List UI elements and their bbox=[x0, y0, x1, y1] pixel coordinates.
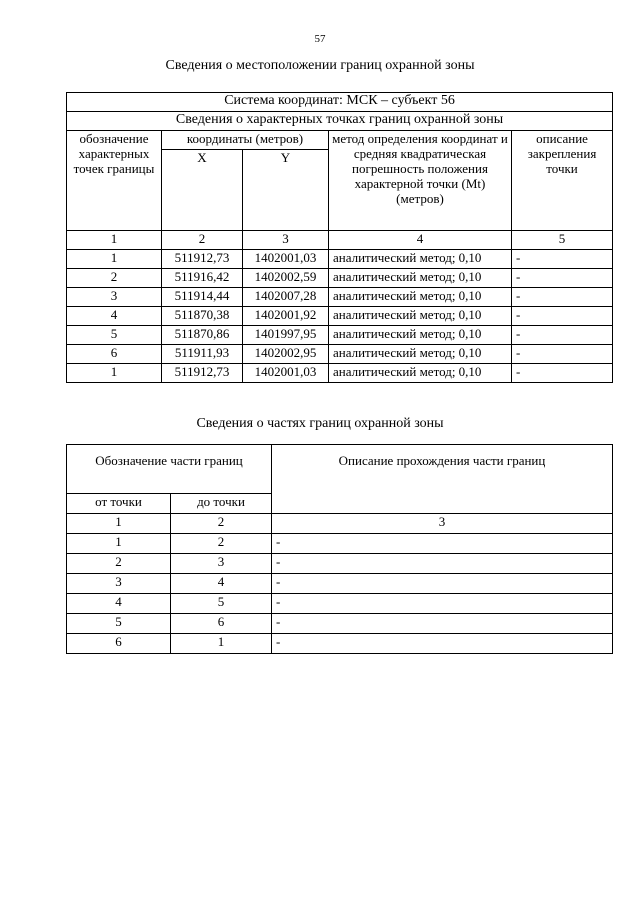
points-table bbox=[66, 92, 613, 383]
table-row bbox=[67, 574, 613, 594]
table-row bbox=[67, 269, 613, 288]
description-cell: - bbox=[512, 326, 613, 345]
points-rows bbox=[67, 250, 613, 383]
points-subtitle: Сведения о характерных точках границ охранной зоны bbox=[67, 112, 613, 131]
x-cell: 511912,73 bbox=[162, 250, 243, 269]
part-description-cell: - bbox=[272, 554, 613, 574]
header-from: от точки bbox=[67, 494, 171, 514]
parts-table bbox=[66, 444, 613, 654]
x-cell: 511870,86 bbox=[162, 326, 243, 345]
from-cell: 2 bbox=[67, 554, 171, 574]
to-cell: 5 bbox=[171, 594, 272, 614]
header-to: до точки bbox=[171, 494, 272, 514]
col-number: 1 bbox=[67, 514, 171, 534]
y-cell: 1402001,92 bbox=[243, 307, 329, 326]
section-title-parts: Сведения о частях границ охранной зоны bbox=[196, 416, 444, 431]
col-number: 3 bbox=[243, 231, 329, 250]
method-cell: аналитический метод; 0,10 bbox=[329, 307, 512, 326]
table-row bbox=[67, 634, 613, 654]
to-cell: 3 bbox=[171, 554, 272, 574]
point-cell: 4 bbox=[67, 307, 162, 326]
y-cell: 1402002,59 bbox=[243, 269, 329, 288]
from-cell: 3 bbox=[67, 574, 171, 594]
to-cell: 2 bbox=[171, 534, 272, 554]
x-cell: 511870,38 bbox=[162, 307, 243, 326]
point-cell: 5 bbox=[67, 326, 162, 345]
page-number: 57 bbox=[314, 33, 326, 45]
table-row bbox=[67, 326, 613, 345]
header-x: X bbox=[162, 150, 243, 231]
method-cell: аналитический метод; 0,10 bbox=[329, 288, 512, 307]
point-cell: 3 bbox=[67, 288, 162, 307]
part-description-cell: - bbox=[272, 534, 613, 554]
header-designation: обозначение характерных точек границы bbox=[67, 131, 162, 231]
part-description-cell: - bbox=[272, 634, 613, 654]
x-cell: 511914,44 bbox=[162, 288, 243, 307]
y-cell: 1402001,03 bbox=[243, 364, 329, 383]
section-title-boundaries: Сведения о местоположении границ охранной зоны bbox=[165, 58, 475, 73]
col-number: 2 bbox=[162, 231, 243, 250]
parts-rows bbox=[67, 534, 613, 654]
method-cell: аналитический метод; 0,10 bbox=[329, 250, 512, 269]
col-number: 4 bbox=[329, 231, 512, 250]
x-cell: 511912,73 bbox=[162, 364, 243, 383]
header-description: описание закрепления точки bbox=[512, 131, 613, 231]
part-description-cell: - bbox=[272, 594, 613, 614]
to-cell: 1 bbox=[171, 634, 272, 654]
from-cell: 6 bbox=[67, 634, 171, 654]
col-number: 5 bbox=[512, 231, 613, 250]
part-description-cell: - bbox=[272, 614, 613, 634]
to-cell: 4 bbox=[171, 574, 272, 594]
x-cell: 511916,42 bbox=[162, 269, 243, 288]
table-row bbox=[67, 345, 613, 364]
header-part-description: Описание прохождения части границ bbox=[272, 445, 613, 514]
header-coords: координаты (метров) bbox=[162, 131, 329, 150]
header-part-designation: Обозначение части границ bbox=[67, 445, 272, 494]
table-row bbox=[67, 250, 613, 269]
method-cell: аналитический метод; 0,10 bbox=[329, 269, 512, 288]
col-number: 2 bbox=[171, 514, 272, 534]
table-row bbox=[67, 554, 613, 574]
col-number: 3 bbox=[272, 514, 613, 534]
from-cell: 5 bbox=[67, 614, 171, 634]
description-cell: - bbox=[512, 364, 613, 383]
method-cell: аналитический метод; 0,10 bbox=[329, 326, 512, 345]
y-cell: 1402001,03 bbox=[243, 250, 329, 269]
header-y: Y bbox=[243, 150, 329, 231]
table-row bbox=[67, 614, 613, 634]
description-cell: - bbox=[512, 288, 613, 307]
point-cell: 1 bbox=[67, 250, 162, 269]
method-cell: аналитический метод; 0,10 bbox=[329, 364, 512, 383]
to-cell: 6 bbox=[171, 614, 272, 634]
part-description-cell: - bbox=[272, 574, 613, 594]
table-row bbox=[67, 534, 613, 554]
y-cell: 1402007,28 bbox=[243, 288, 329, 307]
from-cell: 1 bbox=[67, 534, 171, 554]
y-cell: 1402002,95 bbox=[243, 345, 329, 364]
description-cell: - bbox=[512, 250, 613, 269]
point-cell: 2 bbox=[67, 269, 162, 288]
table-row bbox=[67, 364, 613, 383]
table-row bbox=[67, 594, 613, 614]
col-number: 1 bbox=[67, 231, 162, 250]
point-cell: 1 bbox=[67, 364, 162, 383]
y-cell: 1401997,95 bbox=[243, 326, 329, 345]
table-row bbox=[67, 307, 613, 326]
table-row bbox=[67, 288, 613, 307]
coordinate-system: Система координат: МСК – субъект 56 bbox=[67, 93, 613, 112]
point-cell: 6 bbox=[67, 345, 162, 364]
description-cell: - bbox=[512, 307, 613, 326]
description-cell: - bbox=[512, 269, 613, 288]
x-cell: 511911,93 bbox=[162, 345, 243, 364]
method-cell: аналитический метод; 0,10 bbox=[329, 345, 512, 364]
from-cell: 4 bbox=[67, 594, 171, 614]
header-method: метод определения координат и средняя квадратическая погрешность положения характерной точки (Mt) (метров) bbox=[329, 131, 512, 231]
description-cell: - bbox=[512, 345, 613, 364]
